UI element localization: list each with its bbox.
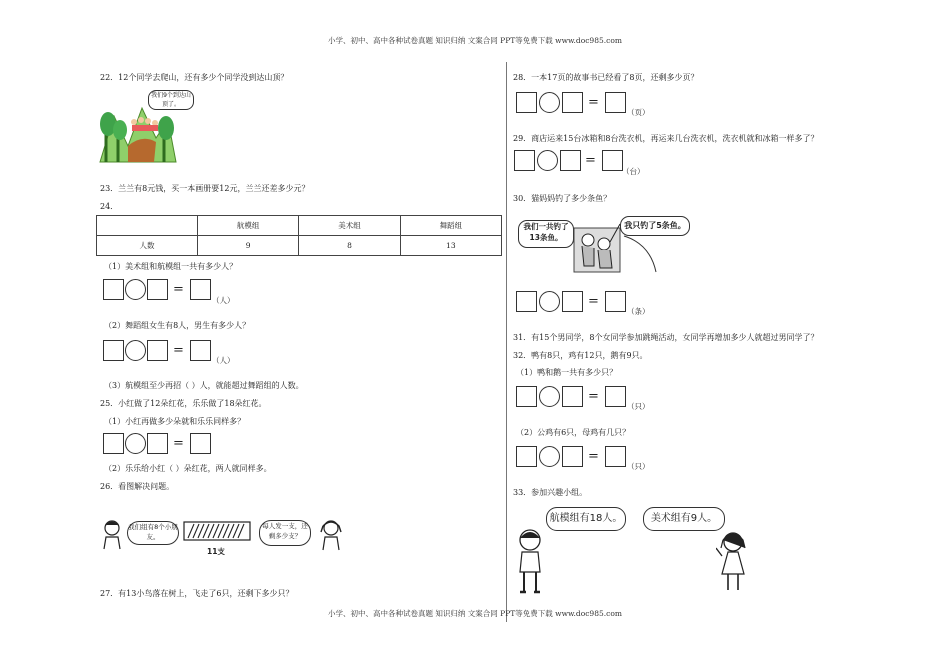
- operator-circle[interactable]: [539, 92, 560, 113]
- question-25: 25．小红做了12朵红花，乐乐做了18朵红花。: [100, 399, 267, 408]
- table-header-blank: [97, 216, 198, 236]
- operator-circle[interactable]: [537, 150, 558, 171]
- answer-box[interactable]: [516, 92, 537, 113]
- column-divider: [506, 62, 507, 622]
- question-26: 26．看图解决问题。: [100, 482, 175, 491]
- answer-box[interactable]: [516, 446, 537, 467]
- answer-box[interactable]: [147, 340, 168, 361]
- q30-speech-bubble-right: 我只钓了5条鱼。: [620, 216, 690, 236]
- equals-sign: =: [588, 294, 599, 309]
- table-cell-dance: 13: [400, 236, 501, 256]
- answer-box[interactable]: [562, 291, 583, 312]
- answer-box[interactable]: [562, 92, 583, 113]
- q26-speech-bubble-left: 我们组有8个小朋友。: [127, 521, 179, 545]
- boy-figure: [98, 519, 128, 551]
- equals-sign: =: [585, 153, 596, 168]
- equals-sign: =: [173, 282, 184, 297]
- equals-sign: =: [588, 389, 599, 404]
- question-24-1: （1）美术组和航模组一共有多少人？: [104, 262, 238, 271]
- question-28: 28．一本17页的故事书已经看了8页，还剩多少页？: [513, 73, 699, 82]
- answer-box[interactable]: [605, 92, 626, 113]
- question-24-3: （3）航模组至少再招（ ）人，就能超过舞蹈组的人数。: [104, 381, 304, 390]
- question-29: 29．商店运来15台冰箱和8台洗衣机，再运来几台洗衣机，洗衣机就和冰箱一样多了？: [513, 134, 819, 143]
- unit-label: （只）: [627, 462, 650, 471]
- boy-standing-figure: [512, 528, 552, 596]
- girl-standing-figure: [716, 530, 750, 594]
- table-row-label: 人数: [97, 236, 198, 256]
- question-27: 27．有13小鸟落在树上，飞走了6只，还剩下多少只？: [100, 589, 294, 598]
- unit-label: （人）: [212, 356, 235, 365]
- answer-box[interactable]: [602, 150, 623, 171]
- q26-speech-bubble-right: 每人发一支，还剩多少支？: [259, 520, 311, 546]
- unit-label: （条）: [627, 307, 650, 316]
- cat-fishing-picture: [572, 222, 622, 274]
- answer-box[interactable]: [103, 433, 124, 454]
- question-31: 31．有15个男同学，8个女同学参加跳绳活动，女同学再增加多少人就超过男同学了？: [513, 333, 819, 342]
- equals-sign: =: [173, 436, 184, 451]
- answer-box[interactable]: [103, 340, 124, 361]
- answer-box[interactable]: [147, 279, 168, 300]
- answer-box[interactable]: [516, 291, 537, 312]
- answer-box[interactable]: [562, 446, 583, 467]
- girl-figure: [313, 518, 349, 552]
- operator-circle[interactable]: [539, 386, 560, 407]
- table-header-dance: 舞蹈组: [400, 216, 501, 236]
- pencil-bundle-picture: [182, 520, 254, 544]
- answer-box[interactable]: [190, 340, 211, 361]
- question-33: 33．参加兴趣小组。: [513, 488, 588, 497]
- interest-group-table: [96, 215, 502, 256]
- answer-box[interactable]: [190, 433, 211, 454]
- table-cell-model: 9: [198, 236, 299, 256]
- question-24: 24．: [100, 202, 119, 211]
- equals-sign: =: [588, 95, 599, 110]
- answer-box[interactable]: [190, 279, 211, 300]
- fishing-line-decoration: [620, 234, 660, 274]
- unit-label: （人）: [212, 296, 235, 305]
- operator-circle[interactable]: [539, 446, 560, 467]
- equals-sign: =: [173, 343, 184, 358]
- answer-box[interactable]: [562, 386, 583, 407]
- q30-speech-bubble-left: 我们一共钓了13条鱼。: [518, 220, 574, 248]
- page-header: 小学、初中、高中各种试卷真题 知识归纳 文案合同 PPT等免费下载 www.doc985.com: [328, 36, 622, 45]
- question-32-1: （1）鸭和鹅一共有多少只？: [516, 368, 618, 377]
- unit-label: （页）: [627, 108, 650, 117]
- unit-label: （只）: [627, 402, 650, 411]
- page-footer: 小学、初中、高中各种试卷真题 知识归纳 文案合同 PPT等免费下载 www.doc985.com: [328, 609, 622, 618]
- question-32: 32．鸭有8只，鸡有12只，鹅有9只。: [513, 351, 648, 360]
- q33-speech-bubble-right: 美术组有9人。: [643, 507, 725, 531]
- answer-box[interactable]: [560, 150, 581, 171]
- answer-box[interactable]: [605, 386, 626, 407]
- q22-speech-bubble: 我们9个到达山顶了。: [148, 90, 194, 110]
- operator-circle[interactable]: [125, 433, 146, 454]
- answer-box[interactable]: [514, 150, 535, 171]
- answer-box[interactable]: [516, 386, 537, 407]
- pencil-count-label: 11支: [207, 547, 225, 556]
- table-header-art: 美术组: [299, 216, 400, 236]
- table-cell-art: 8: [299, 236, 400, 256]
- question-30: 30．猫妈妈钓了多少条鱼？: [513, 194, 612, 203]
- question-25-2: （2）乐乐给小红（ ）朵红花，两人就同样多。: [104, 464, 272, 473]
- question-25-1: （1）小红再做多少朵就和乐乐同样多？: [104, 417, 246, 426]
- answer-box[interactable]: [605, 446, 626, 467]
- answer-box[interactable]: [147, 433, 168, 454]
- q33-speech-bubble-left: 航模组有18人。: [546, 507, 626, 531]
- operator-circle[interactable]: [125, 340, 146, 361]
- question-32-2: （2）公鸡有6只，母鸡有几只？: [516, 428, 631, 437]
- question-23: 23．兰兰有8元钱，买一本画册要12元，兰兰还差多少元？: [100, 184, 310, 193]
- answer-box[interactable]: [103, 279, 124, 300]
- question-24-2: （2）舞蹈组女生有8人，男生有多少人？: [104, 321, 251, 330]
- table-header-model: 航模组: [198, 216, 299, 236]
- unit-label: （台）: [622, 167, 645, 176]
- operator-circle[interactable]: [125, 279, 146, 300]
- answer-box[interactable]: [605, 291, 626, 312]
- equals-sign: =: [588, 449, 599, 464]
- question-22: 22．12个同学去爬山，还有多少个同学没到达山顶？: [100, 73, 289, 82]
- operator-circle[interactable]: [539, 291, 560, 312]
